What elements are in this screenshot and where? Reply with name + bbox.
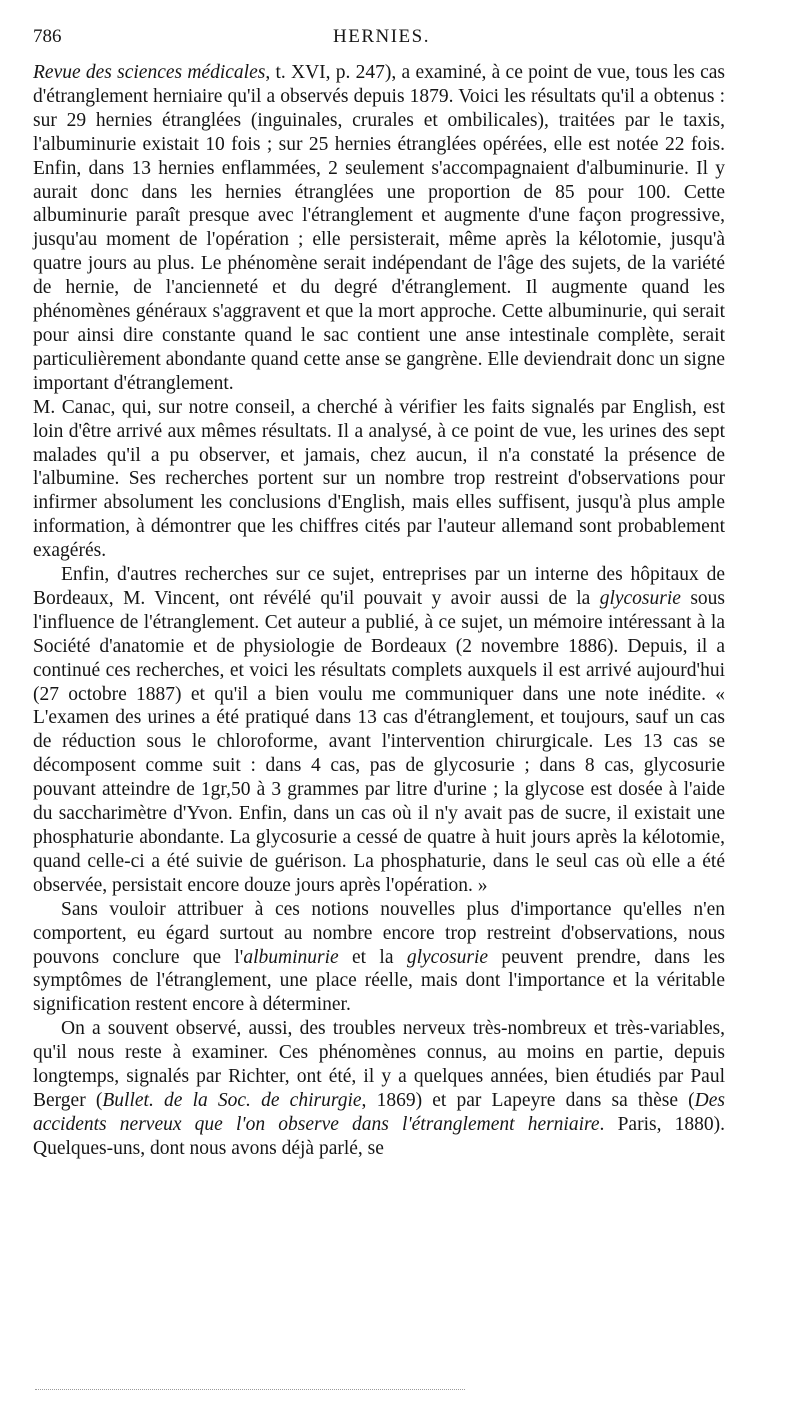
italic-text: glycosurie (599, 587, 681, 609)
text-run: , t. XVI, p. 247), a examiné, à ce point de vue, tous les cas d'étranglement herniaire qu'il a observés depuis 1879. Voici les résultats qu'il a obtenus : sur 29 hernies étranglées (inguinales, crurales et ombilicales), traitées par le taxis, l'albuminurie existait 10 fois ; sur 25 hernies étranglées opérées, elle est notée 22 fois. Enfin, dans 13 hernies enflammées, 2 seulement s'accompagnaient d'albuminurie. Il y aurait donc dans les hernies étranglées une proportion de 85 pour 100. Cette albuminurie paraît presque avec l'étranglement et augmente d'une façon progressive, jusqu'au moment de l'opération ; elle persisterait, même après la kélotomie, jusqu'à quatre jours au plus. Le phénomène serait indépendant de l'âge des sujets, de la variété de hernie, de l'ancienneté et du degré d'étranglement. Il augmente quand les phénomènes généraux s'aggravent et que la mort approche. Cette albuminurie, qui serait pour ainsi dire constante quand le sac contient une anse intestinale complète, serait particulièrement abondante quand cette anse se gangrène. Elle deviendrait donc un signe important d'étranglement. (33, 62, 725, 394)
italic-text: albuminurie (243, 946, 339, 968)
italic-text: glycosurie (406, 946, 489, 968)
text-run: , 1869) et par Lapeyre dans sa thèse ( (361, 1089, 695, 1111)
text-run: peuvent prendre, dans les symptômes de l'étranglement, une place réelle, mais dont l'importance et la véritable signification restent encore à déterminer. (33, 946, 725, 1016)
text-run: . Paris, 1880). Quelques-uns, dont nous avons déjà parlé, se (33, 1113, 725, 1159)
italic-text: Revue des sciences médicales (33, 62, 266, 83)
paragraph (33, 396, 725, 563)
paragraph (33, 898, 725, 1018)
text-run: M. Canac, qui, sur notre conseil, a cherché à vérifier les faits signalés par English, est loin d'être arrivé aux mêmes résultats. Il a analysé, à ce point de vue, les urines des sept malades qu'il a pu observer, et jamais, chez aucun, il n'a constaté la présence de l'albumine. Ses recherches portent sur un nombre trop restreint d'observations pour infirmer absolument les conclusions d'English, mais elles suffisent, jusqu'à plus ample information, à démontrer que les chiffres cités par l'auteur allemand sont probablement exagérés. (33, 396, 725, 562)
page-header (33, 26, 730, 52)
text-run: Sans vouloir attribuer à ces notions nouvelles plus d'importance qu'elles n'en comportent, eu égard surtout au nombre encore trop restreint d'observations, nous pouvons conclure que l' (33, 898, 725, 968)
text-run: et la (338, 946, 407, 968)
text-run: Enfin, d'autres recherches sur ce sujet, entreprises par un interne des hôpitaux de Bordeaux, M. Vincent, ont révélé qu'il pouvait y avoir aussi de la (33, 564, 725, 609)
text-run: On a souvent observé, aussi, des troubles nerveux très-nombreux et très-variables, qu'il nous reste à examiner. Ces phénomènes connus, au moins en partie, depuis longtemps, signalés par Richter, ont été, il y a quelques années, bien étudiés par Paul Berger ( (33, 1018, 725, 1111)
paragraph (33, 1017, 725, 1160)
paragraph (33, 563, 725, 898)
italic-text: Bullet. de la Soc. de chirurgie (102, 1089, 362, 1111)
body-text (33, 61, 725, 1161)
text-run: sous l'influence de l'étranglement. Cet auteur a publié, à ce sujet, un mémoire intéressant à la Société d'anatomie et de physiologie de Bordeaux (2 novembre 1886). Depuis, il a continué ces recherches, et voici les résultats complets auxquels il est arrivé aujourd'hui (27 octobre 1887) et qu'il a bien voulu me communiquer dans une note inédite. « L'examen des urines a été pratiqué dans 13 cas d'étranglement, et toujours, sauf un cas de réduction sous le chloroforme, avant l'intervention chirurgicale. Les 13 cas se décomposent comme suit : dans 4 cas, pas de glycosurie ; dans 8 cas, glycosurie pouvant atteindre de 1gr,50 à 3 grammes par litre d'urine ; la glycose est dosée à l'aide du saccharimètre d'Yvon. Enfin, dans un cas où il n'y avait pas de sucre, il existait une phosphaturie abondante. La glycosurie a cessé de quatre à huit jours après la kélotomie, quand celle-ci a été suivie de guérison. La phosphaturie, dans le seul cas où elle a été observée, persistait encore douze jours après l'opération. » (33, 587, 725, 896)
footer-rule (35, 1389, 465, 1390)
paragraph (33, 61, 725, 396)
running-title: HERNIES. (333, 26, 430, 47)
page-number: 786 (33, 26, 62, 47)
italic-text: Des accidents nerveux que l'on observe dans l'étranglement herniaire (33, 1089, 725, 1135)
